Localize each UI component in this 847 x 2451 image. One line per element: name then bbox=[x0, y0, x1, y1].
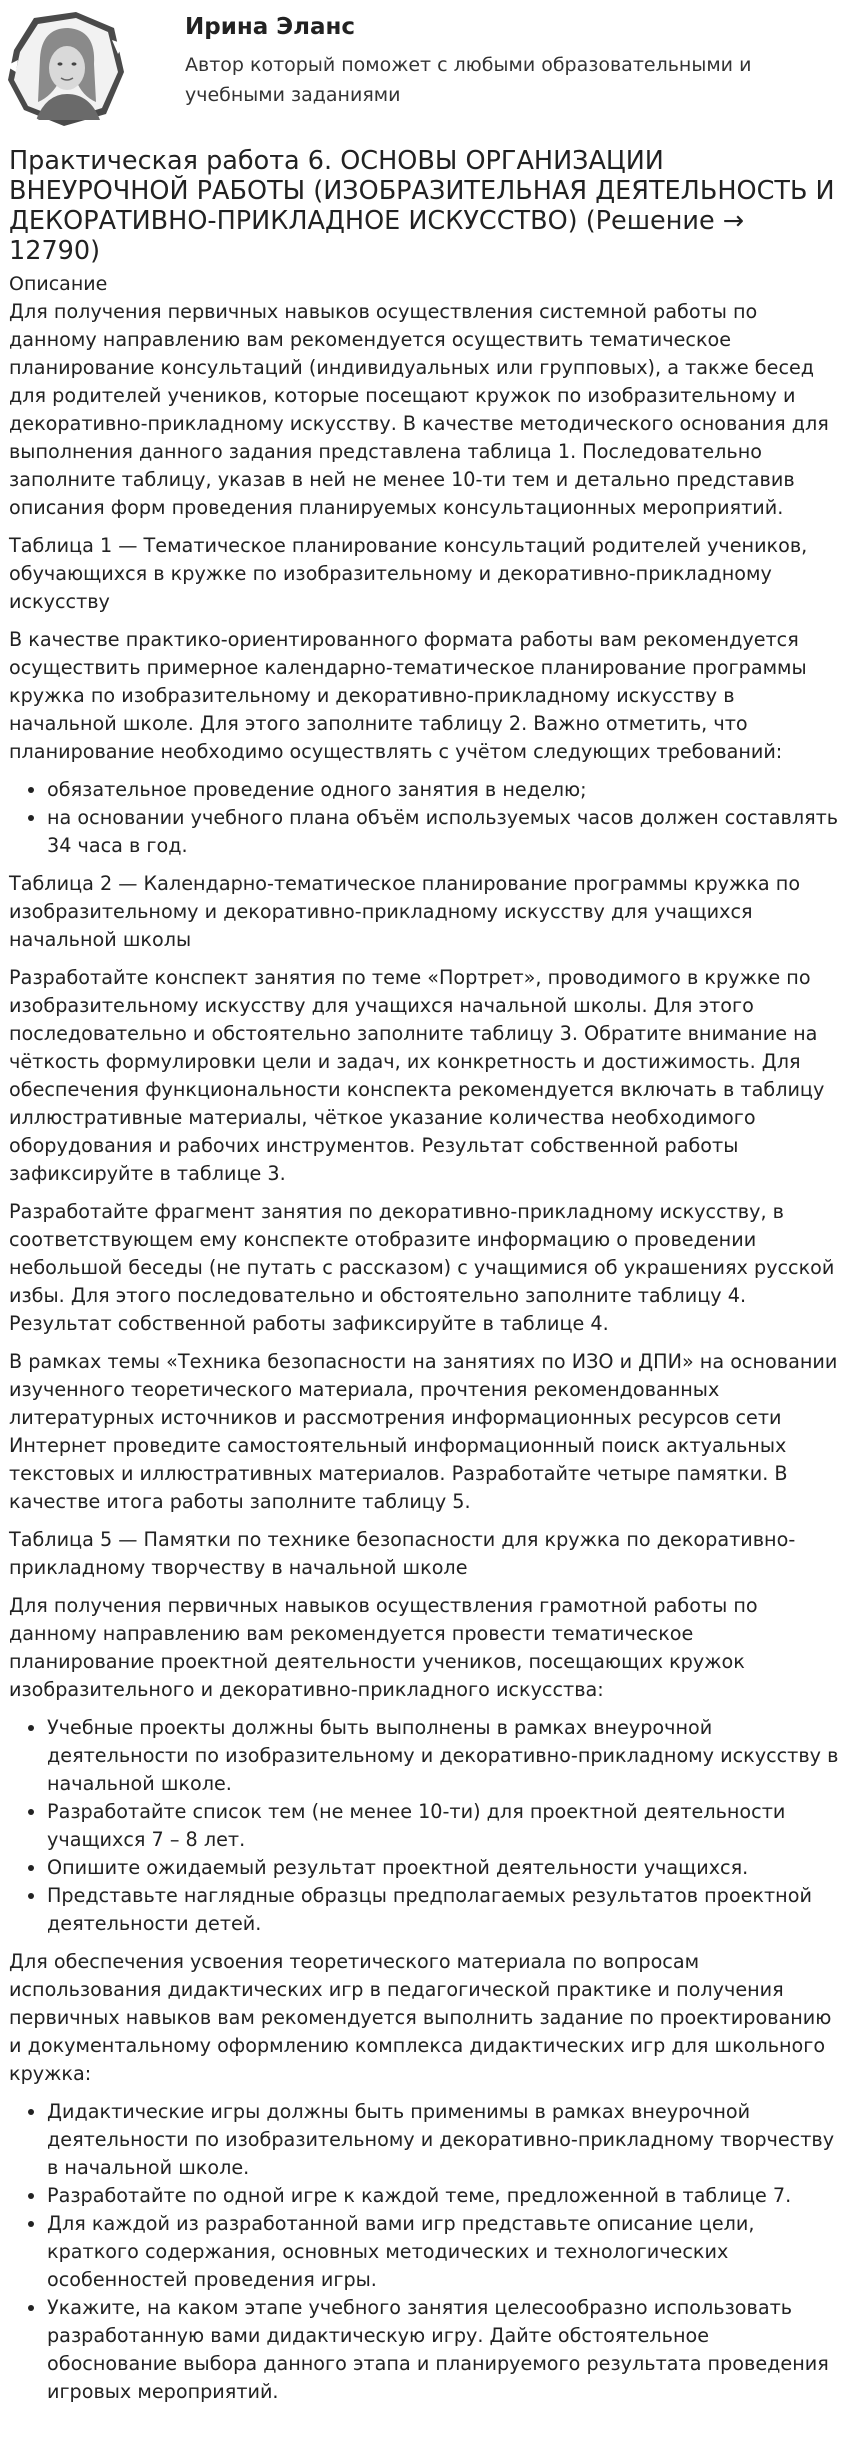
paragraph: В качестве практико-ориентированного формата работы вам рекомендуется осуществить примерное календарно-тематическое планирование программы кружка по изобразительному и декоративно-прикладному искусству в начальной школе. Для этого заполните таблицу 2. Важно отметить, что планирование необходимо осуществлять с учётом следующих требований: bbox=[9, 628, 807, 763]
list-item: • Учебные проекты должны быть выполнены в рамках внеурочной деятельности по изобразительному и декоративно-прикладному искусству в начальной школе. bbox=[47, 1714, 839, 1798]
author-avatar[interactable] bbox=[6, 10, 126, 128]
list-item: • Разработайте список тем (не менее 10-ти) для проектной деятельности учащихся 7 – 8 лет. bbox=[47, 1798, 839, 1854]
list-item: • обязательное проведение одного занятия в неделю; bbox=[47, 776, 839, 804]
games-list bbox=[9, 2098, 839, 2406]
requirements-list bbox=[9, 776, 839, 860]
description-label: Описание bbox=[9, 273, 108, 295]
article-title: Практическая работа 6. ОСНОВЫ ОРГАНИЗАЦИИ ВНЕУРОЧНОЙ РАБОТЫ (ИЗОБРАЗИТЕЛЬНАЯ ДЕЯТЕЛЬНОСТЬ И ДЕКОРАТИВНО-ПРИКЛАДНОЕ ИСКУССТВО) (Решение → 12790) bbox=[9, 146, 835, 266]
list-item: • Для каждой из разработанной вами игр представьте описание цели, краткого содержания, основных методических и технологических особенностей проведения игры. bbox=[47, 2210, 839, 2294]
list-item: • Разработайте по одной игре к каждой теме, предложенной в таблице 7. bbox=[47, 2182, 839, 2210]
list-item: • Опишите ожидаемый результат проектной деятельности учащихся. bbox=[47, 1854, 839, 1882]
paragraph: Разработайте фрагмент занятия по декоративно-прикладному искусству, в соответствующем ему конспекте отобразите информацию о проведении небольшой беседы (не путать с рассказом) с учащимися об украшениях русской избы. Для этого последовательно и обстоятельно заполните таблицу 4. Результат собственной работы зафиксируйте в таблице 4. bbox=[9, 1200, 835, 1335]
author-card bbox=[0, 0, 847, 130]
list-item: • Дидактические игры должны быть применимы в рамках внеурочной деятельности по изобразительному и декоративно-прикладному творчеству в начальной школе. bbox=[47, 2098, 839, 2182]
table-caption: Таблица 2 — Календарно-тематическое планирование программы кружка по изобразительному и декоративно-прикладному искусству для учащихся начальной школы bbox=[9, 872, 801, 951]
author-description: Автор который поможет с любыми образовательными и учебными заданиями bbox=[185, 54, 752, 106]
paragraph: В рамках темы «Техника безопасности на занятиях по ИЗО и ДПИ» на основании изученного теоретического материала, прочтения рекомендованных литературных источников и рассмотрения информационных ресурсов сети Интернет проведите самостоятельный информационный поиск актуальных текстовых и иллюстративных материалов. Разработайте четыре памятки. В качестве итога работы заполните таблицу 5. bbox=[9, 1350, 838, 1513]
list-item: • Представьте наглядные образцы предполагаемых результатов проектной деятельности детей. bbox=[47, 1882, 839, 1938]
paragraph: Для получения первичных навыков осуществления системной работы по данному направлению вам рекомендуется осуществить тематическое планирование консультаций (индивидуальных или групповых), а также бесед для родителей учеников, которые посещают кружок по изобразительному и декоративно-прикладному искусству. В качестве методического основания для выполнения данного задания представлена таблица 1. Последовательно заполните таблицу, указав в ней не менее 10-ти тем и детально представив описания форм проведения планируемых консультационных мероприятий. bbox=[9, 300, 829, 519]
project-list bbox=[9, 1714, 839, 1938]
list-item: • Укажите, на каком этапе учебного занятия целесообразно использовать разработанную вами дидактическую игру. Дайте обстоятельное обоснование выбора данного этапа и планируемого результата проведения игровых мероприятий. bbox=[47, 2294, 839, 2406]
table-caption: Таблица 5 — Памятки по технике безопасности для кружка по декоративно-прикладному творчеству в начальной школе bbox=[9, 1528, 796, 1579]
table-caption: Таблица 1 — Тематическое планирование консультаций родителей учеников, обучающихся в кружке по изобразительному и декоративно-прикладному искусству bbox=[9, 534, 808, 613]
paragraph: Разработайте конспект занятия по теме «Портрет», проводимого в кружке по изобразительному искусству для учащихся начальной школы. Для этого последовательно и обстоятельно заполните таблицу 3. Обратите внимание на чёткость формулировки цели и задач, их конкретность и достижимость. Для обеспечения функциональности конспекта рекомендуется включать в таблицу иллюстративные материалы, чёткое указание количества необходимого оборудования и рабочих инструментов. Результат собственной работы зафиксируйте в таблице 3. bbox=[9, 966, 825, 1185]
author-name[interactable]: Ирина Эланс bbox=[185, 14, 356, 40]
avatar-photo-icon bbox=[6, 10, 126, 128]
list-item: • на основании учебного плана объём используемых часов должен составлять 34 часа в год. bbox=[47, 804, 839, 860]
article-content bbox=[9, 146, 839, 2416]
paragraph: Для получения первичных навыков осуществления грамотной работы по данному направлению вам рекомендуется провести тематическое планирование проектной деятельности учеников, посещающих кружок изобразительного и декоративно-прикладного искусства: bbox=[9, 1594, 758, 1701]
paragraph: Для обеспечения усвоения теоретического материала по вопросам использования дидактических игр в педагогической практике и получения первичных навыков вам рекомендуется выполнить задание по проектированию и документальному оформлению комплекса дидактических игр для школьного кружка: bbox=[9, 1950, 832, 2085]
